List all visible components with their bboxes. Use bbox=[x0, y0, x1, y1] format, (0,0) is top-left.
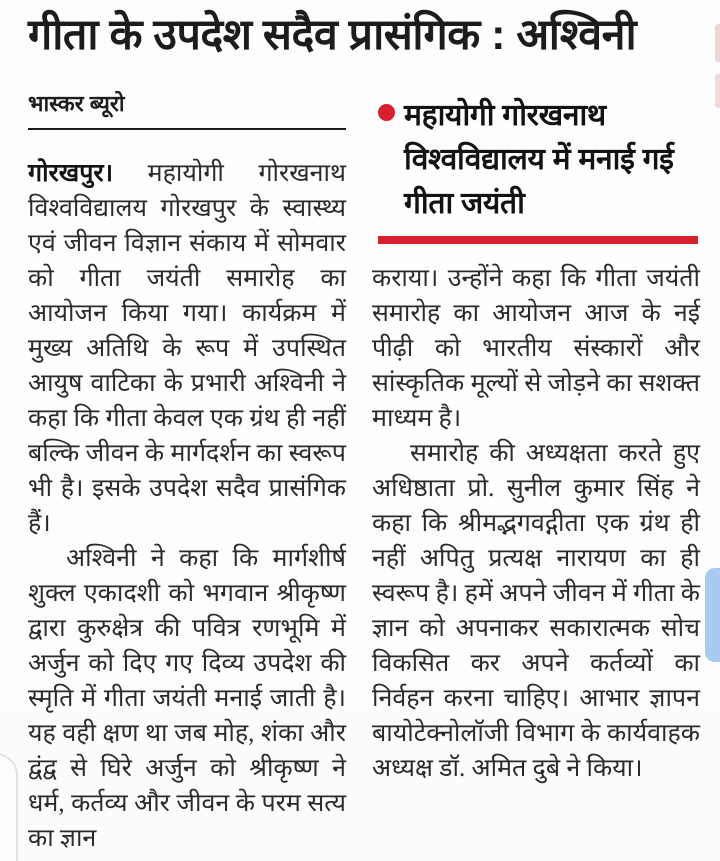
right-paragraph-2: समारोह की अध्यक्षता करते हुए अधिष्ठाता प्रो. सुनील कुमार सिंह ने कहा कि श्रीमद्भगवद्गीता एक ग्रंथ ही नहीं अपितु प्रत्यक्ष नारायण का ही स्वरूप है। हमें अपने जीवन में गीता के ज्ञान को अपनाकर सकारात्मक सोच विकसित कर अपने कर्तव्यों का निर्वहन करना चाहिए। आभार ज्ञापन बायोटेक्नोलॉजी विभाग के कार्यवाहक अध्यक्ष डॉ. अमित दुबे ने किया। bbox=[372, 439, 700, 782]
scan-edge-mark bbox=[715, 74, 720, 108]
red-underline-bar bbox=[378, 236, 698, 244]
right-column bbox=[372, 74, 700, 856]
left-paragraph-2: अश्विनी ने कहा कि मार्गशीर्ष शुक्ल एकादशी को भगवान श्रीकृष्ण द्वारा कुरुक्षेत्र की पवित्र रणभूमि में अर्जुन को दिए गए दिव्य उपदेश की स्मृति में गीता जयंती मनाई जाती है। यह वही क्षण था जब मोह, शंका और द्वंद्व से घिरे अर्जुन को श्रीकृष्ण ने धर्म, कर्तव्य और जीवन के परम सत्य का ज्ञान bbox=[28, 544, 346, 852]
chat-bubble-corner-overlay bbox=[0, 753, 18, 861]
red-bullet-icon bbox=[378, 104, 395, 121]
left-column bbox=[28, 74, 346, 856]
scan-edge-mark bbox=[715, 24, 720, 62]
byline-rule bbox=[28, 88, 346, 130]
article-headline: गीता के उपदेश सदैव प्रासंगिक : अश्विनी bbox=[28, 11, 637, 59]
dateline-lead: गोरखपुर। bbox=[28, 159, 114, 187]
blue-edge-tab-overlay bbox=[705, 568, 720, 662]
byline: भास्कर ब्यूरो bbox=[28, 90, 125, 116]
article-columns bbox=[28, 74, 700, 856]
right-paragraph-1: कराया। उन्होंने कहा कि गीता जयंती समारोह का आयोजन आज के नई पीढ़ी को भारतीय संस्कारों और सांस्कृतिक मूल्यों से जोड़ने का सशक्त माध्यम है। bbox=[372, 264, 700, 432]
left-paragraph-1-text: महायोगी गोरखनाथ विश्वविद्यालय गोरखपुर के स्वास्थ्य एवं जीवन विज्ञान संकाय में सोमवार को गीता जयंती समारोह का आयोजन किया गया। कार्यक्रम में मुख्य अतिथि के रूप में उपस्थित आयुष वाटिका के प्रभारी अश्विनी ने कहा कि गीता केवल एक ग्रंथ ही नहीं बल्कि जीवन के मार्गदर्शन का स्वरूप भी है। इसके उपदेश सदैव प्रासंगिक हैं। bbox=[28, 159, 346, 537]
highlight-subhead-text: महायोगी गोरखनाथ विश्वविद्यालय में मनाई गई गीता जयंती bbox=[404, 98, 674, 220]
left-paragraph-1 bbox=[28, 156, 346, 541]
highlight-subhead bbox=[372, 94, 700, 244]
